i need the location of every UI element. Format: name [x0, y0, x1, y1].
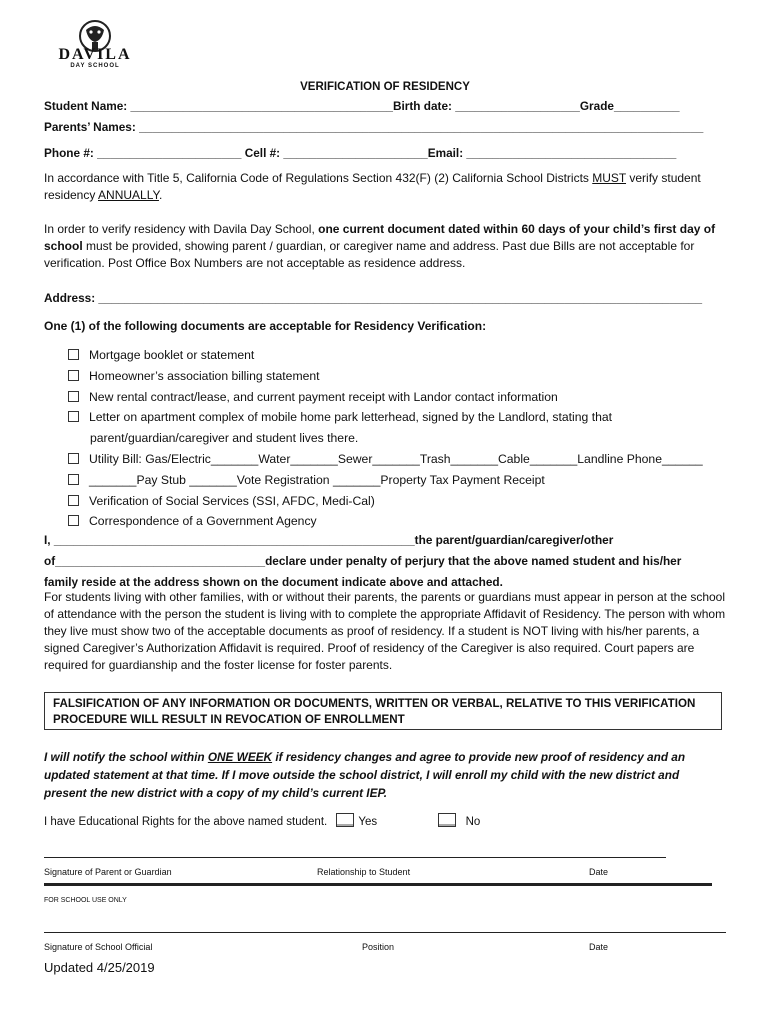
- checkbox[interactable]: [68, 370, 79, 381]
- position-label: Position: [362, 942, 395, 952]
- checkbox[interactable]: [68, 474, 79, 485]
- educational-rights-row: [44, 813, 480, 828]
- parent-signature-label: Signature of Parent or Guardian: [44, 867, 172, 877]
- no-label: No: [465, 816, 481, 828]
- declaration: [44, 530, 681, 593]
- notify-statement: I will notify the school within ONE WEEK if residency changes and agree to provide new proof of residency and an updated statement at that time. If I move outside the school district, I will enroll my child with the new district and present the new district with a copy of my child’s current IEP.: [44, 750, 686, 800]
- page-title: VERIFICATION OF RESIDENCY: [300, 81, 470, 93]
- school-logo: [52, 20, 138, 72]
- other-families-paragraph: For students living with other families, with or without their parents, the parents or guardians must appear in person at the school of attendance with the person the student is living with to complete the appropriate Affidavit of Residency. The person with whom they live must show two of the acceptable documents as proof of residency. If a student is NOT living with his/her parents, a signed Caregiver’s Authorization Affidavit is required. Proof of residency of the Caregiver is also required. Court papers are required for guardianship and the foster license for foster parents.: [44, 590, 726, 672]
- documents-heading: One (1) of the following documents are acceptable for Residency Verification:: [44, 319, 487, 333]
- list-item-continued: parent/guardian/caregiver and student lives there.: [90, 431, 359, 446]
- checkbox[interactable]: [68, 453, 79, 464]
- list-item: Verification of Social Services (SSI, AFDC, Medi-Cal): [68, 491, 703, 512]
- yes-checkbox[interactable]: [336, 813, 354, 827]
- declaration-line-2[interactable]: of________________________________declare under penalty of perjury that the above named student and his/her: [44, 554, 682, 568]
- date-label: Date: [589, 942, 609, 952]
- list-item: Letter on apartment complex of mobile home park letterhead, signed by the Landlord, stating that: [68, 407, 703, 428]
- educational-rights-label: I have Educational Rights for the above named student.: [44, 816, 328, 828]
- checkbox[interactable]: [68, 411, 79, 422]
- requirements-paragraph: In order to verify residency with Davila Day School, one current document dated within 60 days of your child’s first day of school must be provided, showing parent / guardian, or caregiver name and address. Past due Bills are not acceptable for verification. Post Office Box Numbers are not acceptable as residence address.: [44, 222, 716, 270]
- relationship-label: Relationship to Student: [317, 867, 411, 877]
- official-signature-label: Signature of School Official: [44, 942, 153, 952]
- school-use-label: FOR SCHOOL USE ONLY: [44, 897, 127, 904]
- falsification-warning: FALSIFICATION OF ANY INFORMATION OR DOCUMENTS, WRITTEN OR VERBAL, RELATIVE TO THIS VERIFICATION PROCEDURE WILL RESULT IN REVOCATION OF ENROLLMENT: [44, 692, 722, 730]
- list-item: Correspondence of a Government Agency: [68, 511, 703, 532]
- title5-paragraph: In accordance with Title 5, California Code of Regulations Section 432(F) (2) California School Districts MUST verify student residency ANNUALLY.: [44, 171, 701, 202]
- yes-label: Yes: [358, 816, 378, 828]
- declaration-line-3: family reside at the address shown on the document indicate above and attached.: [44, 575, 503, 589]
- checkbox[interactable]: [68, 391, 79, 402]
- updated-date: Updated 4/25/2019: [44, 960, 155, 975]
- parents-names-line[interactable]: Parents’ Names: ______________________________________________________________________________________: [44, 120, 704, 134]
- documents-list: [68, 345, 703, 532]
- address-line[interactable]: Address: ____________________________________________________________________________________________: [44, 291, 703, 305]
- official-signature-line[interactable]: [44, 932, 726, 933]
- checkbox[interactable]: [68, 515, 79, 526]
- phone-line[interactable]: Phone #: ______________________ Cell #: ______________________Email: ________________________________: [44, 146, 677, 160]
- list-item: Utility Bill: Gas/Electric_______Water_______Sewer_______Trash_______Cable_______Landline Phone______: [68, 449, 703, 470]
- checkbox[interactable]: [68, 495, 79, 506]
- list-item: Homeowner’s association billing statement: [68, 366, 703, 387]
- parent-signature-line[interactable]: [44, 857, 666, 858]
- list-item: New rental contract/lease, and current payment receipt with Landor contact information: [68, 387, 703, 408]
- list-item: _______Pay Stub _______Vote Registration _______Property Tax Payment Receipt: [68, 470, 703, 491]
- declaration-line-1[interactable]: I, _______________________________________________________the parent/guardian/caregiver/other: [44, 533, 614, 547]
- list-item: Mortgage booklet or statement: [68, 345, 703, 366]
- logo-subtitle: DAY SCHOOL: [70, 63, 120, 69]
- date-label: Date: [589, 867, 609, 877]
- no-checkbox[interactable]: [438, 813, 456, 827]
- checkbox[interactable]: [68, 349, 79, 360]
- logo-name: DAVILA: [58, 46, 132, 63]
- student-name-line[interactable]: Student Name: ________________________________________Birth date: ___________________Grade__________: [44, 99, 680, 113]
- divider: [44, 883, 712, 886]
